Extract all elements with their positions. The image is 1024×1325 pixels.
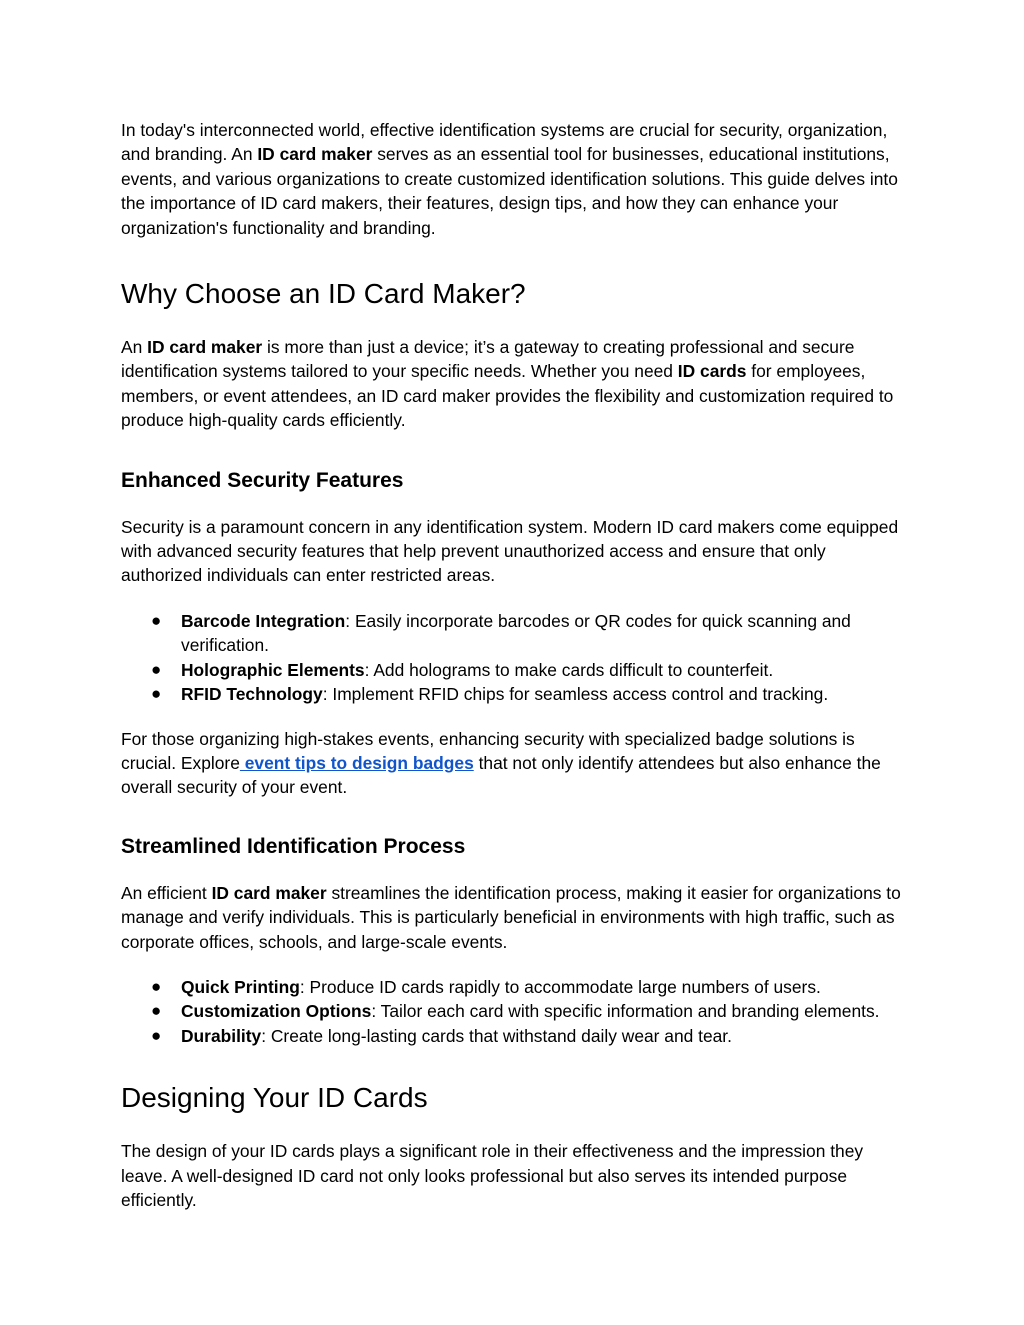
list-item-term: Holographic Elements: [181, 659, 365, 680]
list-item-term: Customization Options: [181, 1001, 372, 1022]
streamlined-paragraph: An efficient ID card maker streamlines the identification process, making it easier for organizations to manage and verify individuals. This is particularly beneficial in environments with high traffic, such as corporate offices, schools, and large-scale events.: [121, 882, 901, 952]
list-item-term: Quick Printing: [181, 976, 300, 997]
bold-term: ID card maker: [257, 144, 373, 165]
list-item: [121, 999, 911, 1023]
bullet-icon: ●: [151, 1001, 162, 1021]
bullet-icon: ●: [151, 610, 162, 630]
security-paragraph: Security is a paramount concern in any identification system. Modern ID card makers come equipped with advanced security features that help prevent unauthorized access and ensure that only authorized individuals can enter restricted areas.: [121, 516, 899, 586]
list-item-text: : Easily incorporate barcodes or QR codes for quick scanning and verification.: [181, 610, 851, 656]
list-item: [121, 658, 911, 682]
heading-designing-cards: Designing Your ID Cards: [121, 1082, 428, 1114]
event-tips-link[interactable]: event tips to design badges: [239, 752, 474, 773]
list-item-text: : Create long-lasting cards that withstand daily wear and tear.: [261, 1025, 732, 1046]
list-item: [121, 1024, 911, 1048]
list-item-text: : Implement RFID chips for seamless access control and tracking.: [322, 684, 829, 705]
why-paragraph: An ID card maker is more than just a device; it’s a gateway to creating professional and secure identification systems tailored to your specific needs. Whether you need ID cards for employees, members, or event attendees, an ID card maker provides the flexibility and customization required to produce high-quality cards efficiently.: [121, 337, 894, 431]
bold-term: ID cards: [677, 361, 747, 382]
heading-enhanced-security: Enhanced Security Features: [121, 468, 404, 492]
designing-paragraph: The design of your ID cards plays a significant role in their effectiveness and the impression they leave. A well-designed ID card not only looks professional but also serves its intended purpose efficiently.: [121, 1141, 864, 1210]
list-item-text: : Produce ID cards rapidly to accommodate large numbers of users.: [299, 976, 821, 997]
list-item: [121, 682, 911, 706]
bullet-icon: ●: [151, 1025, 162, 1045]
list-item-term: Durability: [181, 1025, 262, 1046]
heading-streamlined-process: Streamlined Identification Process: [121, 834, 466, 858]
list-item-term: RFID Technology: [181, 684, 323, 705]
list-item: [121, 609, 911, 658]
events-paragraph: For those organizing high-stakes events, enhancing security with specialized badge solutions is crucial. Explore event tips to design badges that not only identify attendees but also enhance the overall security of your event.: [121, 728, 881, 798]
streamlined-feature-list: [121, 975, 911, 1048]
list-item-term: Barcode Integration: [181, 610, 346, 631]
security-feature-list: [121, 609, 911, 707]
bold-term: ID card maker: [147, 337, 263, 358]
intro-paragraph: In today's interconnected world, effective identification systems are crucial for security, organization, and branding. An ID card maker serves as an essential tool for businesses, educational institutions, events, and various organizations to create customized identification solutions. This guide delves into the importance of ID card makers, their features, design tips, and how they can enhance your organization's functionality and branding.: [121, 120, 898, 238]
bullet-icon: ●: [151, 684, 162, 704]
list-item-text: : Add holograms to make cards difficult to counterfeit.: [364, 659, 774, 680]
heading-why-choose: Why Choose an ID Card Maker?: [121, 278, 526, 310]
bullet-icon: ●: [151, 659, 162, 679]
bullet-icon: ●: [151, 976, 162, 996]
document-page: [121, 118, 911, 1212]
list-item-text: : Tailor each card with specific information and branding elements.: [371, 1001, 880, 1022]
bold-term: ID card maker: [211, 882, 327, 903]
list-item: [121, 975, 911, 999]
